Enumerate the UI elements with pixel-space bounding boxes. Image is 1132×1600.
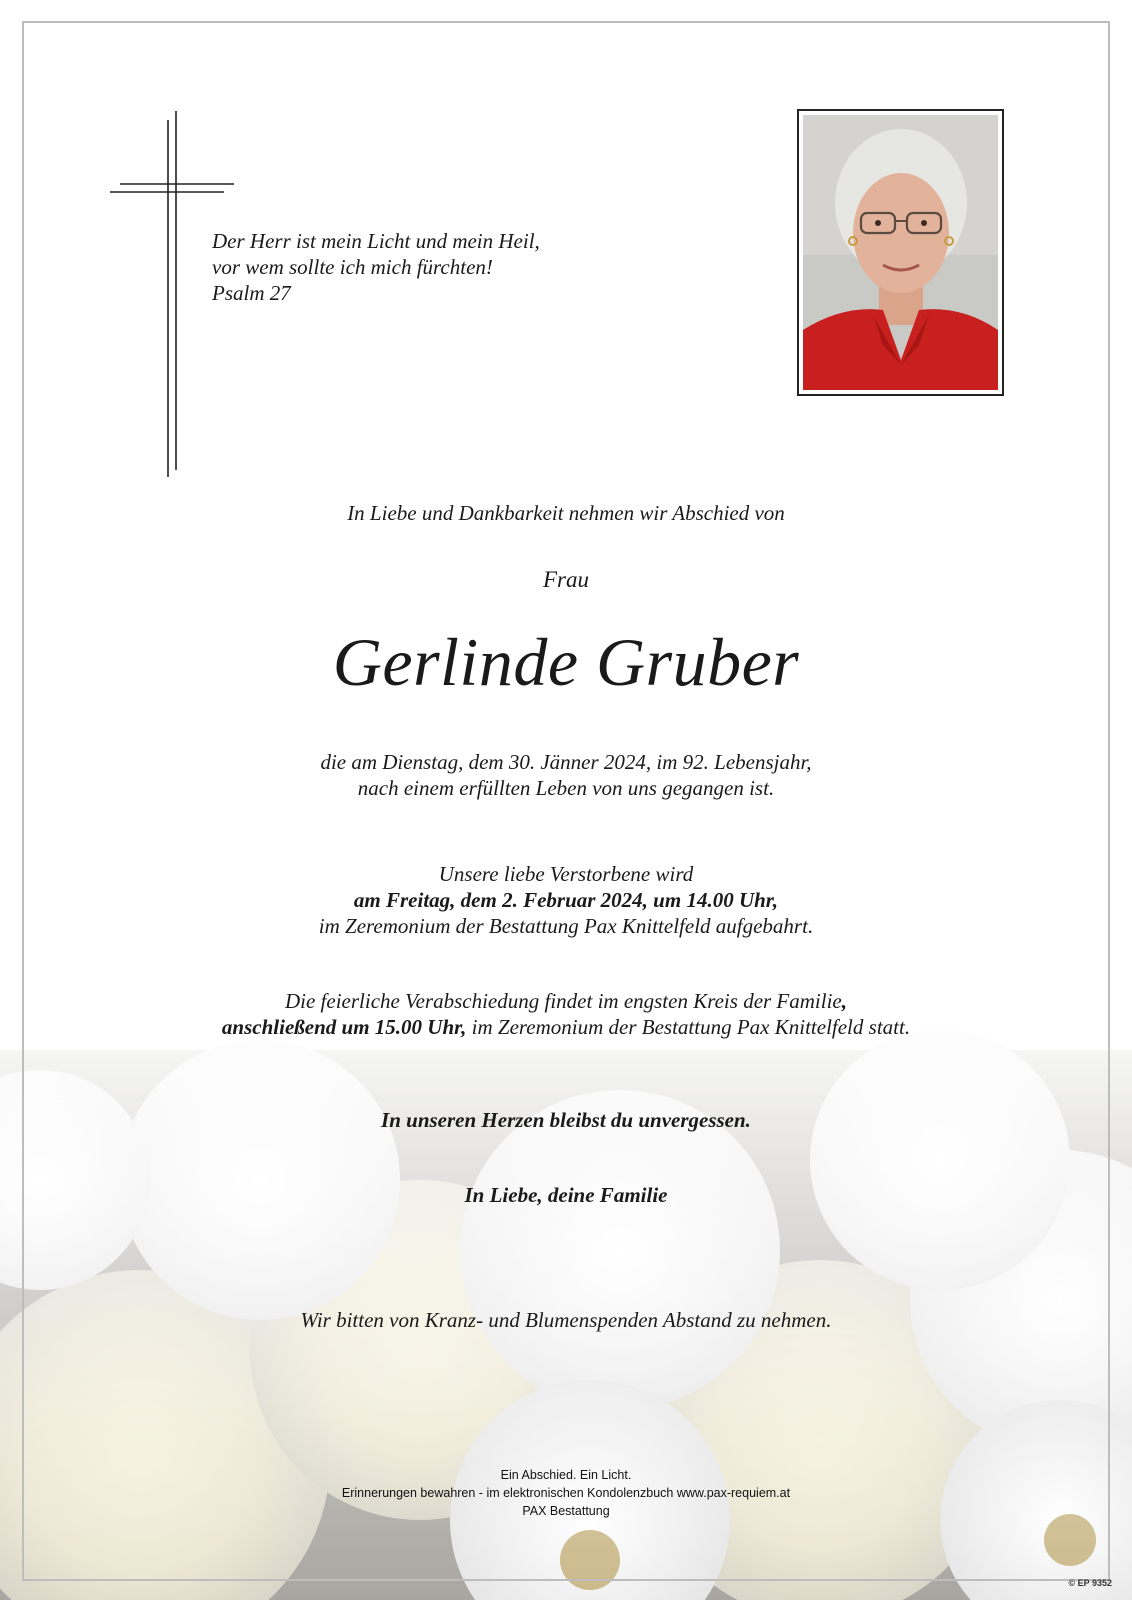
death-line: nach einem erfüllten Leben von uns gegangen ist. xyxy=(357,776,775,800)
psalm-line: Der Herr ist mein Licht und mein Heil, xyxy=(212,229,540,253)
farewell-text: Die feierliche Verabschiedung findet im engsten Kreis der Familie xyxy=(284,989,842,1013)
death-info xyxy=(0,749,1132,801)
intro-text: In Liebe und Dankbarkeit nehmen wir Abschied von xyxy=(347,501,785,525)
farewell-comma: , xyxy=(841,989,848,1013)
farewell-time: anschließend um 15.00 Uhr, xyxy=(221,1015,467,1039)
psalm-line: vor wem sollte ich mich fürchten! xyxy=(212,255,493,279)
footer-line: Erinnerungen bewahren - im elektronischen Kondolenzbuch www.pax-requiem.at xyxy=(341,1486,791,1500)
footer xyxy=(0,1466,1132,1520)
farewell-text: im Zeremonium der Bestattung Pax Knittelfeld statt. xyxy=(466,1015,911,1039)
wake-date: am Freitag, dem 2. Februar 2024, um 14.00 Uhr, xyxy=(353,888,779,912)
wake-line: im Zeremonium der Bestattung Pax Knittelfeld aufgebahrt. xyxy=(318,914,814,938)
portrait-frame xyxy=(797,109,1004,396)
wake-line: Unsere liebe Verstorbene wird xyxy=(438,862,694,886)
deceased-name: Gerlinde Gruber xyxy=(332,624,800,700)
memory-line: In unseren Herzen bleibst du unvergessen. xyxy=(381,1108,751,1132)
farewell-line xyxy=(0,988,1132,1014)
farewell-line xyxy=(0,1014,1132,1040)
psalm-reference: Psalm 27 xyxy=(212,281,291,305)
wake-info xyxy=(0,861,1132,939)
footer-line: PAX Bestattung xyxy=(522,1504,610,1518)
footer-line: Ein Abschied. Ein Licht. xyxy=(500,1468,632,1482)
salutation: Frau xyxy=(543,567,589,592)
portrait-photo xyxy=(803,115,998,390)
family-signature: In Liebe, deine Familie xyxy=(464,1183,668,1207)
donation-request: Wir bitten von Kranz- und Blumenspenden Abstand zu nehmen. xyxy=(300,1308,832,1332)
death-line: die am Dienstag, dem 30. Jänner 2024, im 92. Lebensjahr, xyxy=(320,750,812,774)
psalm-quote xyxy=(212,228,540,306)
farewell-info xyxy=(0,988,1132,1040)
print-code: © EP 9352 xyxy=(1068,1578,1112,1588)
